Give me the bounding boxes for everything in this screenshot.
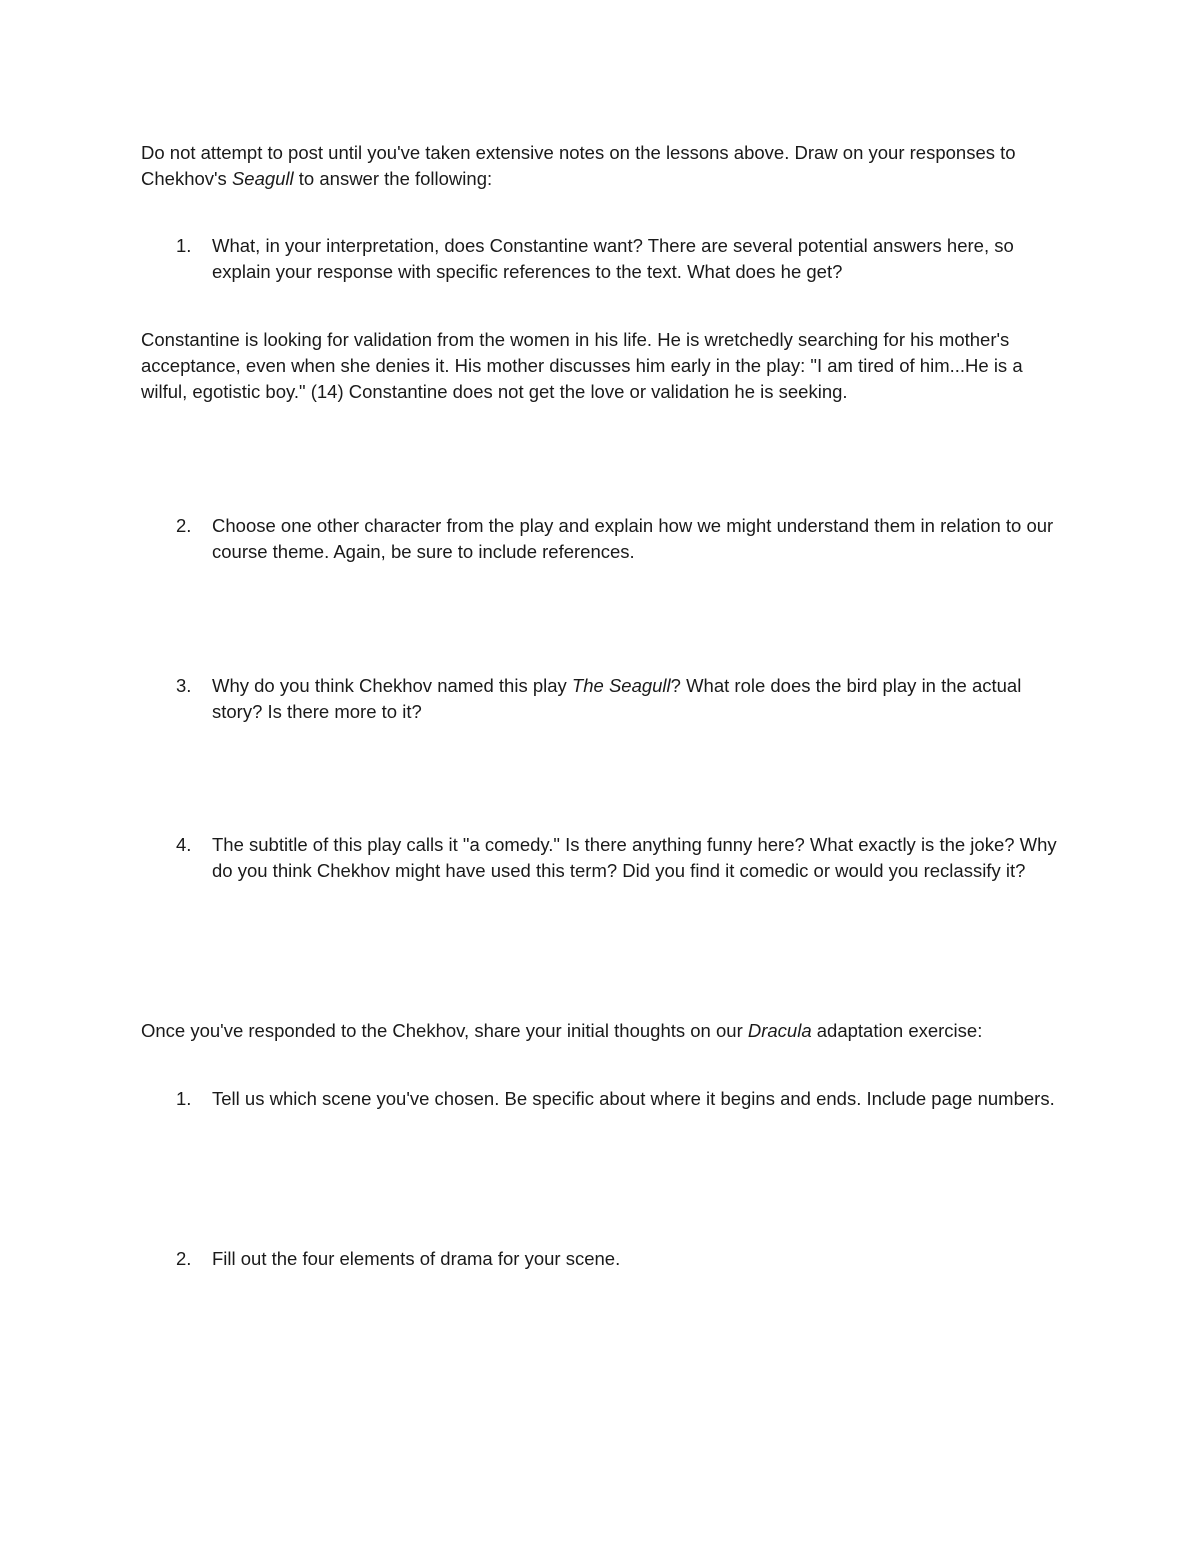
dracula-intro-before: Once you've responded to the Chekhov, share your initial thoughts on our	[141, 1020, 748, 1041]
question-4	[141, 832, 1061, 884]
question-3	[141, 673, 1061, 725]
dracula-question-1	[141, 1086, 1061, 1112]
question-text: Choose one other character from the play and explain how we might understand them in relation to our course theme. Again, be sure to include references.	[212, 515, 1054, 562]
dracula-intro-paragraph	[141, 1018, 1061, 1044]
question-number: 4.	[176, 834, 192, 855]
question-number: 3.	[176, 675, 192, 696]
question-text	[212, 673, 1061, 725]
question-number: 1.	[176, 1088, 192, 1109]
question-title-the-seagull: The Seagull	[571, 675, 671, 696]
intro-paragraph	[141, 140, 1061, 192]
intro-text-before: Do not attempt to post until you've taken extensive notes on the lessons above. Draw on your responses to Chekhov's	[141, 142, 1016, 189]
answer-1-paragraph: Constantine is looking for validation from the women in his life. He is wretchedly searching for his mother's acceptance, even when she denies it. His mother discusses him early in the play: "I am tired of him...He is a wilful, egotistic boy." (14) Constantine does not get the love or validation he is seeking.	[141, 329, 1023, 402]
dracula-title: Dracula	[747, 1020, 812, 1041]
dracula-question-2	[141, 1246, 1061, 1272]
question-text-before: Why do you think Chekhov named this play	[212, 675, 572, 696]
intro-text-after: to answer the following:	[293, 168, 493, 189]
intro-title-seagull: Seagull	[231, 168, 294, 189]
question-1	[141, 233, 1061, 285]
question-text-after: ? What role does the bird play in the actual story? Is there more to it?	[212, 675, 1022, 722]
question-text: The subtitle of this play calls it "a comedy." Is there anything funny here? What exactly is the joke? Why do you think Chekhov might have used this term? Did you find it comedic or would you reclassify it?	[212, 834, 1057, 881]
question-text: Tell us which scene you've chosen. Be specific about where it begins and ends. Include page numbers.	[212, 1088, 1055, 1109]
question-text: What, in your interpretation, does Constantine want? There are several potential answers here, so explain your response with specific references to the text. What does he get?	[212, 235, 1014, 282]
question-number: 1.	[176, 235, 192, 256]
question-2	[141, 513, 1061, 565]
question-number: 2.	[176, 515, 192, 536]
question-number: 2.	[176, 1248, 192, 1269]
question-text: Fill out the four elements of drama for your scene.	[212, 1248, 621, 1269]
dracula-intro-after: adaptation exercise:	[811, 1020, 983, 1041]
